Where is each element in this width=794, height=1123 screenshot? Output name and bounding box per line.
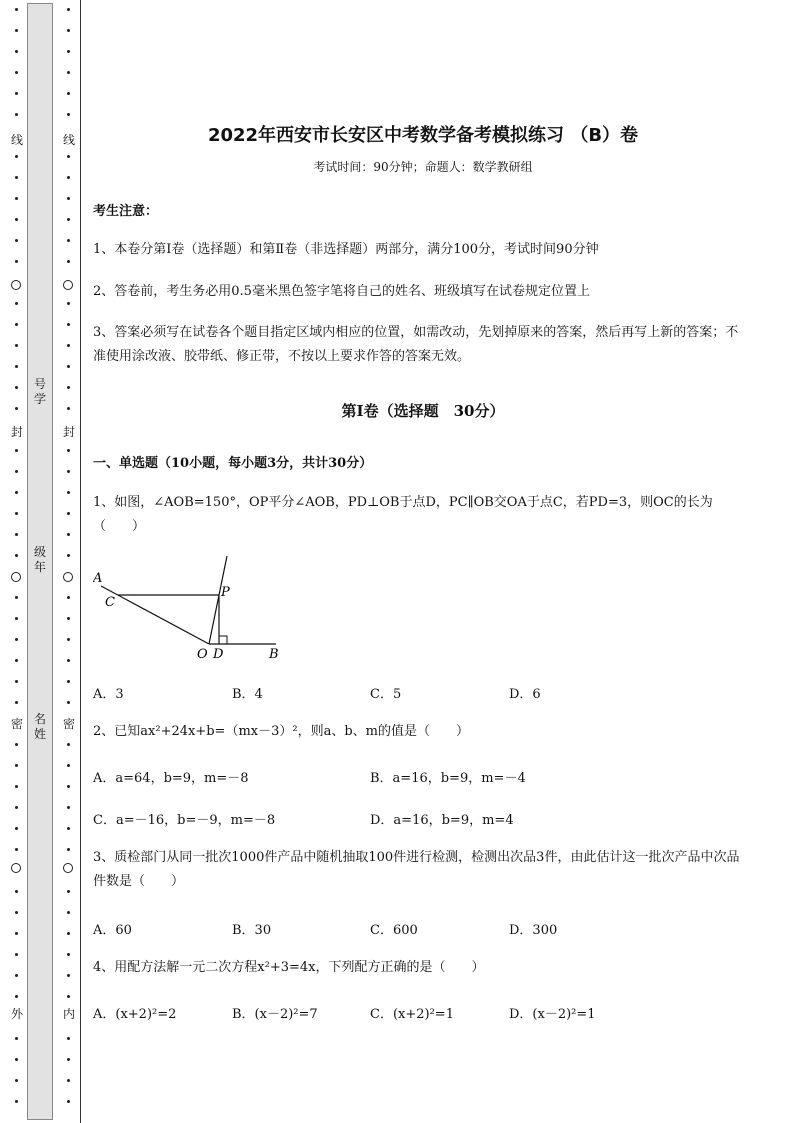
margin-dot bbox=[15, 491, 18, 494]
margin-dot bbox=[67, 995, 70, 998]
margin-dot bbox=[15, 890, 18, 893]
question-1-figure bbox=[93, 548, 293, 666]
margin-circle bbox=[11, 863, 21, 873]
margin-dot bbox=[67, 155, 70, 158]
margin-dot bbox=[15, 176, 18, 179]
figure-label-D: D bbox=[213, 647, 224, 662]
margin-dot bbox=[15, 449, 18, 452]
margin-dot bbox=[15, 701, 18, 704]
question-3-stem: 3、质检部门从同一批次1000件产品中随机抽取100件进行检测，检测出次品3件，由此估计这一批次产品中次品件数是（ ） bbox=[93, 850, 740, 889]
figure-label-P: P bbox=[221, 585, 230, 600]
right-angle-mark bbox=[219, 636, 227, 644]
margin-dot bbox=[15, 407, 18, 410]
question-3-option-d: D．300 bbox=[509, 923, 558, 938]
margin-dot bbox=[67, 449, 70, 452]
question-4-option-c: C．(x+2)²=1 bbox=[370, 1007, 454, 1022]
margin-label-line: 线 bbox=[10, 133, 23, 147]
margin-dot bbox=[67, 407, 70, 410]
margin-dot bbox=[67, 470, 70, 473]
margin-dot bbox=[67, 1037, 70, 1040]
margin-dot bbox=[15, 848, 18, 851]
notice-item-3: 3、答案必须写在试卷各个题目指定区域内相应的位置，如需改动，先划掉原来的答案，然后再写上新的答案；不准使用涂改液、胶带纸、修正带，不按以上要求作答的答案无效。 bbox=[93, 325, 739, 364]
margin-dot bbox=[67, 239, 70, 242]
question-4-option-b: B．(x－2)²=7 bbox=[232, 1007, 318, 1022]
exam-info: 考试时间：90分钟；命题人：数学教研组 bbox=[313, 160, 533, 174]
figure-label-C: C bbox=[105, 595, 115, 610]
margin-label-outer: 外 bbox=[10, 1007, 23, 1021]
margin-dot bbox=[67, 701, 70, 704]
question-2-option-a: A．a=64，b=9，m=－8 bbox=[93, 771, 249, 786]
margin-dot bbox=[15, 659, 18, 662]
question-2-option-d: D．a=16，b=9，m=4 bbox=[370, 813, 514, 828]
figure-label-O: O bbox=[197, 647, 208, 662]
margin-dot bbox=[15, 239, 18, 242]
margin-dot bbox=[15, 1079, 18, 1082]
margin-dot bbox=[15, 218, 18, 221]
margin-dot bbox=[15, 806, 18, 809]
margin-dot bbox=[15, 764, 18, 767]
margin-dot bbox=[67, 512, 70, 515]
margin-dot bbox=[15, 995, 18, 998]
question-1-option-a: A．3 bbox=[93, 687, 124, 702]
margin-dot bbox=[15, 680, 18, 683]
margin-dot bbox=[67, 1079, 70, 1082]
grade-label: 级年 bbox=[33, 545, 46, 574]
student-id-label: 号学 bbox=[33, 377, 46, 406]
margin-dot bbox=[15, 953, 18, 956]
margin-dot bbox=[67, 617, 70, 620]
margin-dot bbox=[67, 764, 70, 767]
margin-dot bbox=[67, 890, 70, 893]
figure-label-A: A bbox=[93, 571, 103, 586]
margin-dot bbox=[67, 386, 70, 389]
margin-dot bbox=[15, 50, 18, 53]
margin-dot bbox=[67, 197, 70, 200]
question-2-option-c: C．a=－16，b=－9，m=－8 bbox=[93, 813, 276, 828]
section-heading-single-choice: 一、单选题（10小题，每小题3分，共计30分） bbox=[93, 456, 373, 471]
margin-dot bbox=[15, 365, 18, 368]
margin-dot bbox=[67, 743, 70, 746]
name-label: 名姓 bbox=[33, 712, 46, 741]
margin-dot bbox=[67, 680, 70, 683]
margin-dot bbox=[15, 911, 18, 914]
margin-dot bbox=[15, 974, 18, 977]
margin-dot bbox=[15, 470, 18, 473]
margin-dot bbox=[67, 659, 70, 662]
margin-dot bbox=[67, 554, 70, 557]
margin-dot bbox=[67, 176, 70, 179]
margin-dot bbox=[15, 638, 18, 641]
left-dotted-line bbox=[10, 0, 24, 1123]
margin-dot bbox=[67, 323, 70, 326]
margin-dot bbox=[15, 302, 18, 305]
margin-dot bbox=[15, 113, 18, 116]
margin-label-seal: 封 bbox=[10, 425, 23, 439]
margin-dot bbox=[67, 974, 70, 977]
margin-dot bbox=[67, 911, 70, 914]
margin-dot bbox=[15, 260, 18, 263]
margin-dot bbox=[15, 197, 18, 200]
margin-dot bbox=[15, 386, 18, 389]
question-2-stem: 2、已知ax²+24x+b=（mx－3）²，则a、b、m的值是（ ） bbox=[93, 724, 469, 739]
margin-dot bbox=[67, 953, 70, 956]
margin-dot bbox=[67, 365, 70, 368]
margin-dot bbox=[15, 8, 18, 11]
margin-dot bbox=[15, 29, 18, 32]
question-1-option-b: B．4 bbox=[232, 687, 263, 702]
margin-dot bbox=[67, 596, 70, 599]
margin-dot bbox=[67, 50, 70, 53]
margin-dot bbox=[15, 617, 18, 620]
margin-dot bbox=[67, 113, 70, 116]
margin-label-line-inner: 线 bbox=[62, 133, 75, 147]
margin-dot bbox=[15, 533, 18, 536]
notice-item-1: 1、本卷分第Ⅰ卷（选择题）和第Ⅱ卷（非选择题）两部分，满分100分，考试时间90分钟 bbox=[93, 242, 599, 257]
margin-dot bbox=[15, 155, 18, 158]
margin-dot bbox=[67, 638, 70, 641]
margin-dot bbox=[67, 491, 70, 494]
question-1-stem: 1、如图，∠AOB=150°，OP平分∠AOB，PD⊥OB于点D，PC∥OB交OA于点C，若PD=3，则OC的长为（ ） bbox=[93, 495, 713, 534]
margin-dot bbox=[67, 848, 70, 851]
margin-dot bbox=[67, 218, 70, 221]
margin-dot bbox=[67, 785, 70, 788]
margin-dot bbox=[15, 71, 18, 74]
margin-dot bbox=[67, 533, 70, 536]
part-one-title: 第Ⅰ卷（选择题 30分） bbox=[341, 402, 505, 420]
margin-label-seal-inner: 封 bbox=[62, 425, 75, 439]
margin-dot bbox=[15, 554, 18, 557]
margin-dot bbox=[15, 596, 18, 599]
margin-dot bbox=[67, 806, 70, 809]
margin-circle bbox=[63, 572, 73, 582]
margin-circle bbox=[63, 280, 73, 290]
question-3-option-c: C．600 bbox=[370, 923, 418, 938]
question-1-option-d: D．6 bbox=[509, 687, 541, 702]
ray-OP bbox=[209, 556, 227, 644]
margin-label-secret: 密 bbox=[10, 717, 23, 731]
margin-dot bbox=[67, 932, 70, 935]
notice-heading: 考生注意： bbox=[93, 204, 159, 219]
margin-dot bbox=[15, 344, 18, 347]
margin-dot bbox=[15, 1037, 18, 1040]
margin-dot bbox=[15, 932, 18, 935]
margin-circle bbox=[11, 280, 21, 290]
margin-dot bbox=[15, 827, 18, 830]
margin-dot bbox=[67, 1100, 70, 1103]
margin-label-secret-inner: 密 bbox=[62, 717, 75, 731]
question-2-option-b: B．a=16，b=9，m=－4 bbox=[370, 771, 526, 786]
binding-rule-line bbox=[80, 0, 81, 1123]
margin-dot bbox=[67, 92, 70, 95]
figure-label-B: B bbox=[269, 647, 279, 662]
margin-circle bbox=[63, 863, 73, 873]
margin-dot bbox=[15, 1100, 18, 1103]
right-dotted-line bbox=[62, 0, 76, 1123]
margin-dot bbox=[67, 344, 70, 347]
margin-dot bbox=[15, 785, 18, 788]
notice-item-2: 2、答卷前，考生务必用0.5毫米黑色签字笔将自己的姓名、班级填写在试卷规定位置上 bbox=[93, 284, 590, 299]
question-4-option-d: D．(x－2)²=1 bbox=[509, 1007, 596, 1022]
question-4-stem: 4、用配方法解一元二次方程x²+3=4x，下列配方正确的是（ ） bbox=[93, 960, 485, 975]
margin-dot bbox=[67, 71, 70, 74]
margin-dot bbox=[67, 29, 70, 32]
question-3-option-b: B．30 bbox=[232, 923, 272, 938]
question-1-option-c: C．5 bbox=[370, 687, 402, 702]
question-4-option-a: A．(x+2)²=2 bbox=[93, 1007, 177, 1022]
question-3-option-a: A．60 bbox=[93, 923, 132, 938]
page-title: 2022年西安市长安区中考数学备考模拟练习 （B）卷 bbox=[207, 125, 639, 146]
margin-dot bbox=[67, 827, 70, 830]
margin-circle bbox=[11, 572, 21, 582]
margin-dot bbox=[67, 260, 70, 263]
margin-dot bbox=[15, 512, 18, 515]
margin-dot bbox=[15, 743, 18, 746]
margin-dot bbox=[67, 1058, 70, 1061]
margin-dot bbox=[15, 92, 18, 95]
margin-dot bbox=[15, 1058, 18, 1061]
margin-dot bbox=[67, 8, 70, 11]
margin-label-inner: 内 bbox=[62, 1007, 75, 1021]
margin-dot bbox=[15, 323, 18, 326]
margin-dot bbox=[67, 302, 70, 305]
